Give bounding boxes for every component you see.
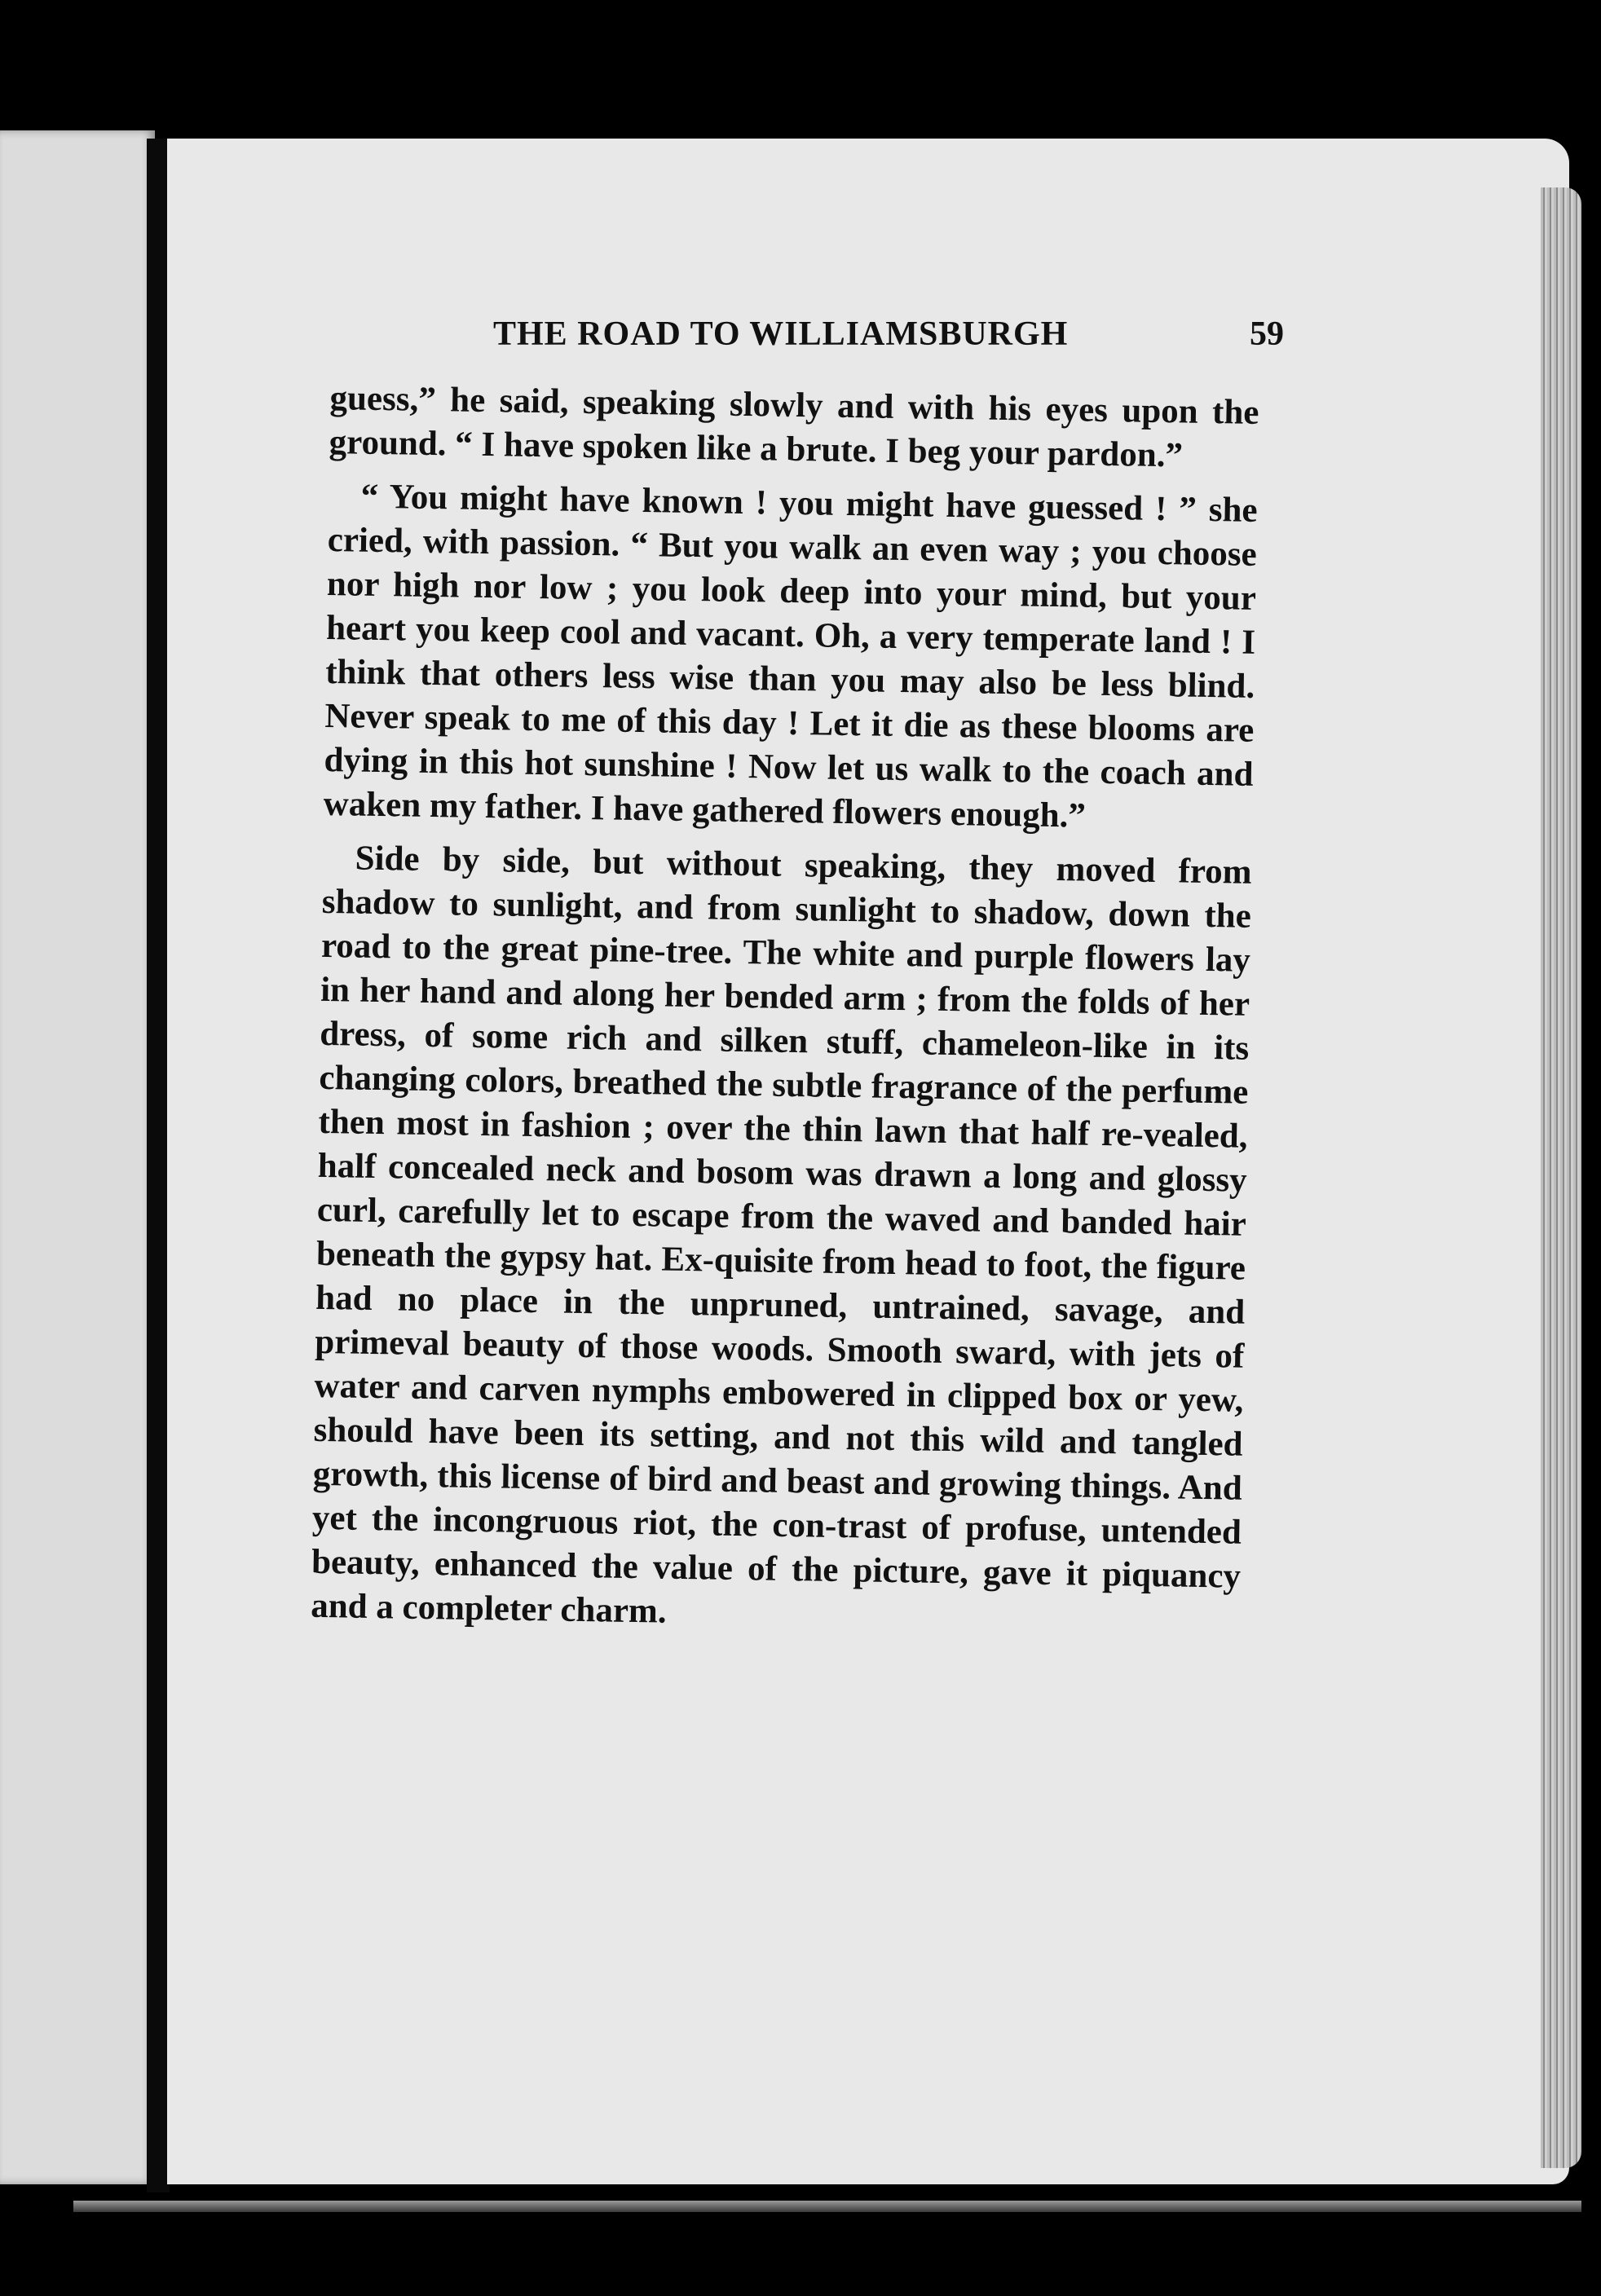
page-edge: [1541, 187, 1581, 2168]
paragraph-3: Side by side, but without speaking, they moved from shadow to sunlight, and from sunlight to shadow, down the road to the great pine-tree. The white and purple flowers lay in her hand and along her bended arm ; from the folds of her dress, of some rich and silken stuff, chameleon-like in its changing colors, breathed the subtle fragrance of the perfume then most in fashion ; over the thin lawn that half re-vealed, half concealed neck and bosom was drawn a long and glossy curl, carefully let to escape from the waved and banded hair beneath the gypsy hat. Ex-quisite from head to foot, the figure had no place in the unpruned, untrained, savage, and primeval beauty of those woods. Smooth sward, with jets of water and carven nymphs embowered in clipped box or yew, should have been its setting, and not this wild and tangled growth, this license of bird and beast and growing things. And yet the incongruous riot, the con-trast of profuse, untended beauty, enhanced the value of the picture, gave it piquancy and a completer charm.: [310, 839, 1252, 1631]
book-gutter: [147, 139, 170, 2192]
paragraph-2: “ You might have known ! you might have guessed ! ” she cried, with passion. “ But you walk an even way ; you choose nor high nor low ; you look deep into your mind, but your heart you keep cool and vacant. Oh, a very temperate land ! I think that others less wise than you may also be less blind. Never speak to me of this day ! Let it die as these blooms are dying in this hot sunshine ! Now let us walk to the coach and waken my father. I have gathered flowers enough.”: [323, 477, 1258, 835]
page-number: 59: [1250, 315, 1284, 353]
book-bottom-edge: [73, 2201, 1581, 2212]
facing-page: [0, 130, 155, 2184]
running-head: [330, 315, 1284, 354]
body-text: [311, 377, 1259, 1653]
paragraph-1: guess,” he said, speaking slowly and with his eyes upon the ground. “ I have spoken like a brute. I beg your pardon.”: [329, 378, 1259, 475]
running-title: THE ROAD TO WILLIAMSBURGH: [493, 315, 1069, 353]
